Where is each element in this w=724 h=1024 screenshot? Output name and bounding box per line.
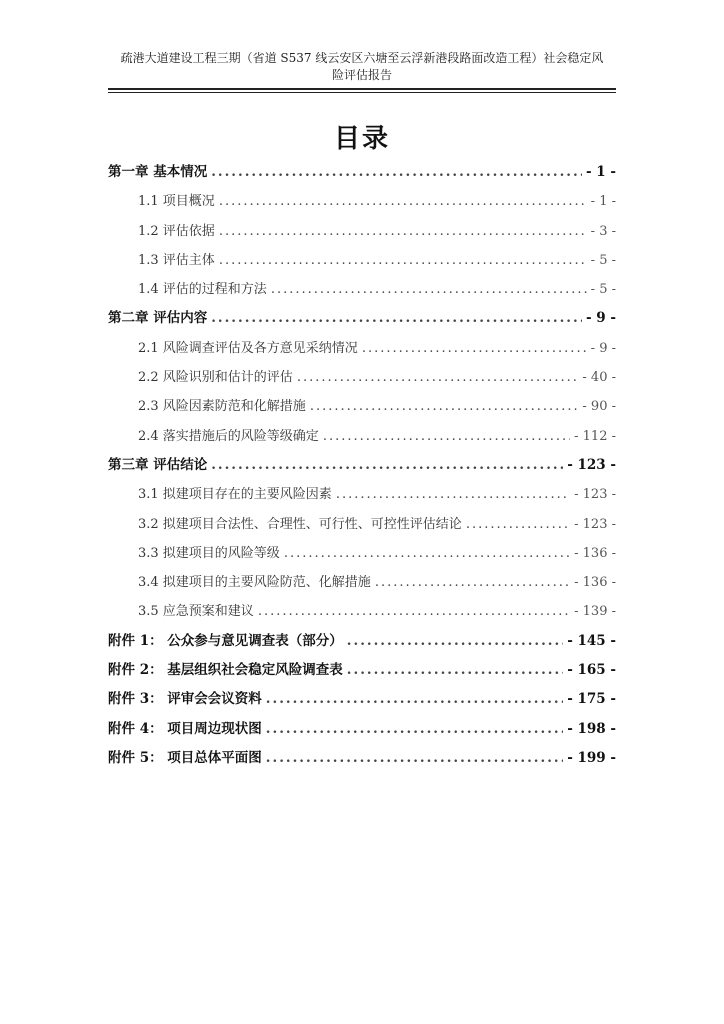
header-rule-thick: [108, 88, 616, 90]
toc-dot-leader: [466, 510, 570, 539]
toc-page-number: - 3 -: [590, 223, 616, 239]
toc-entry-label: 2.1 风险调查评估及各方意见采纳情况: [138, 340, 358, 356]
toc-entry-label: 1.3 评估主体: [138, 252, 215, 268]
toc-entry-label: 1.4 评估的过程和方法: [138, 282, 267, 298]
toc-chapter-entry[interactable]: [108, 715, 616, 744]
toc-dot-leader: [266, 744, 563, 773]
toc-dot-leader: [362, 334, 587, 363]
toc-entry-label: 2.3 风险因素防范和化解措施: [138, 399, 306, 415]
toc-entry-label: 2.4 落实措施后的风险等级确定: [138, 428, 319, 444]
toc-dot-leader: [211, 451, 563, 480]
toc-page-number: - 139 -: [574, 604, 616, 620]
toc-chapter-entry[interactable]: [108, 656, 616, 685]
toc-page-number: - 90 -: [582, 399, 616, 415]
toc-section-entry[interactable]: [108, 480, 616, 509]
toc-entry-label: 1.2 评估依据: [138, 223, 215, 239]
toc-chapter-entry[interactable]: [108, 627, 616, 656]
toc-entry-label: 第二章 评估内容: [108, 310, 208, 327]
toc-section-entry[interactable]: [108, 187, 616, 216]
toc-dot-leader: [347, 656, 563, 685]
toc-entry-label: 3.3 拟建项目的风险等级: [138, 545, 280, 561]
toc-title: 目录: [333, 124, 390, 154]
toc-page-number: - 40 -: [582, 370, 616, 386]
toc-dot-leader: [323, 422, 570, 451]
toc-page-number: - 198 -: [567, 720, 616, 737]
toc-page-number: - 123 -: [567, 456, 616, 473]
header-line-2: 险评估报告: [331, 68, 392, 82]
toc-dot-leader: [211, 158, 582, 187]
toc-dot-leader: [310, 392, 579, 421]
toc-section-entry[interactable]: [108, 568, 616, 597]
running-header: [108, 50, 616, 84]
toc-page-number: - 112 -: [574, 428, 616, 444]
toc-dot-leader: [336, 480, 570, 509]
toc-page-number: - 165 -: [567, 662, 616, 679]
toc-entry-label: 附件 3： 评审会会议资料: [108, 691, 262, 708]
toc-page-number: - 5 -: [590, 252, 616, 268]
toc-section-entry[interactable]: [108, 275, 616, 304]
toc-entry-label: 3.2 拟建项目合法性、合理性、可行性、可控性评估结论: [138, 516, 462, 532]
toc-dot-leader: [375, 568, 570, 597]
toc-page-number: - 9 -: [586, 310, 616, 327]
toc-chapter-entry[interactable]: [108, 451, 616, 480]
toc-section-entry[interactable]: [108, 422, 616, 451]
toc-section-entry[interactable]: [108, 334, 616, 363]
toc-entry-label: 附件 5： 项目总体平面图: [108, 749, 262, 766]
toc-dot-leader: [271, 275, 587, 304]
toc-dot-leader: [266, 715, 563, 744]
toc-dot-leader: [258, 597, 570, 626]
toc-page-number: - 175 -: [567, 691, 616, 708]
toc-entry-label: 3.4 拟建项目的主要风险防范、化解措施: [138, 575, 371, 591]
toc-section-entry[interactable]: [108, 510, 616, 539]
toc-section-entry[interactable]: [108, 392, 616, 421]
toc-entry-label: 2.2 风险识别和估计的评估: [138, 370, 293, 386]
toc-entry-label: 附件 4： 项目周边现状图: [108, 720, 262, 737]
toc-entry-label: 3.1 拟建项目存在的主要风险因素: [138, 487, 332, 503]
toc-page-number: - 136 -: [574, 545, 616, 561]
toc-dot-leader: [211, 304, 582, 333]
toc-dot-leader: [284, 539, 570, 568]
toc-chapter-entry[interactable]: [108, 158, 616, 187]
toc-page-number: - 1 -: [590, 194, 616, 210]
toc-dot-leader: [347, 627, 563, 656]
toc-entry-label: 第一章 基本情况: [108, 164, 208, 180]
toc-section-entry[interactable]: [108, 217, 616, 246]
toc-page-number: - 9 -: [590, 340, 616, 356]
toc-page-number: - 145 -: [567, 632, 616, 649]
toc-chapter-entry[interactable]: [108, 685, 616, 714]
header-line-1: 疏港大道建设工程三期（省道 S537 线云安区六塘至云浮新港段路面改造工程）社会稳定风: [120, 51, 604, 65]
toc-chapter-entry[interactable]: [108, 304, 616, 333]
toc-section-entry[interactable]: [108, 363, 616, 392]
toc-entry-label: 3.5 应急预案和建议: [138, 604, 254, 620]
toc-section-entry[interactable]: [108, 539, 616, 568]
toc-dot-leader: [219, 187, 587, 216]
toc-page-number: - 136 -: [574, 575, 616, 591]
toc-dot-leader: [297, 363, 579, 392]
toc-page-number: - 123 -: [574, 516, 616, 532]
toc-page-number: - 123 -: [574, 487, 616, 503]
toc-entry-label: 附件 2： 基层组织社会稳定风险调查表: [108, 662, 343, 679]
toc-chapter-entry[interactable]: [108, 744, 616, 773]
toc-dot-leader: [266, 685, 563, 714]
toc-dot-leader: [219, 246, 587, 275]
toc-page-number: - 199 -: [567, 749, 616, 766]
toc-section-entry[interactable]: [108, 246, 616, 275]
toc-section-entry[interactable]: [108, 597, 616, 626]
toc-entry-label: 附件 1： 公众参与意见调查表（部分）: [108, 632, 343, 649]
toc-page-number: - 5 -: [590, 282, 616, 298]
toc-entry-label: 1.1 项目概况: [138, 194, 215, 210]
table-of-contents: [108, 158, 616, 773]
toc-entry-label: 第三章 评估结论: [108, 456, 208, 473]
header-rule-thin: [108, 92, 616, 93]
toc-page-number: - 1 -: [586, 164, 616, 180]
toc-dot-leader: [219, 217, 587, 246]
